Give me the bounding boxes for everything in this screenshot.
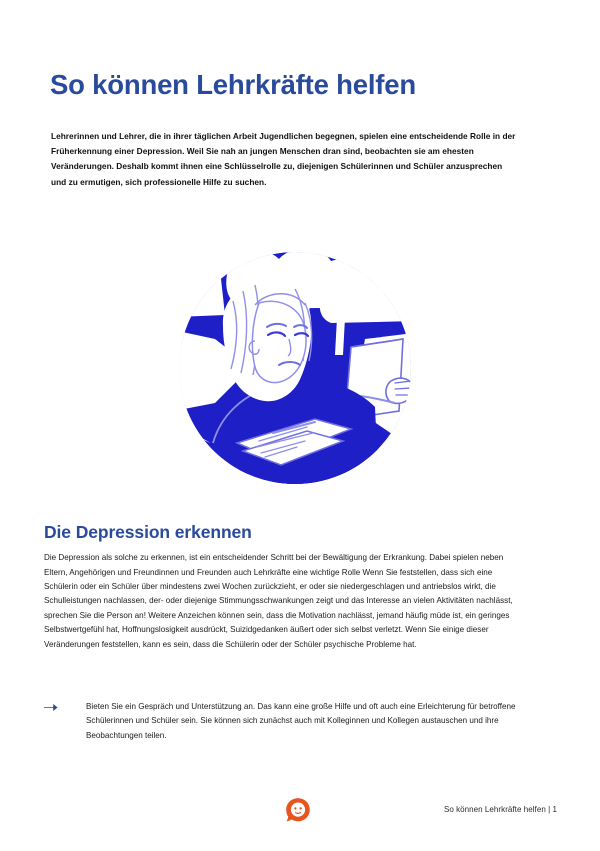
- page-title: So können Lehrkräfte helfen: [50, 69, 416, 101]
- speech-bubble-face-logo: [285, 797, 311, 823]
- arrow-right-icon: [44, 700, 62, 713]
- intro-paragraph: Lehrerinnen und Lehrer, die in ihrer täglichen Arbeit Jugendlichen begegnen, spielen eine entscheidende Rolle in der Früherkennung einer Depression. Weil Sie nah an jungen Menschen dran sind, beobachten sie am ehesten Veränderungen. Deshalb kommt ihnen eine Schlüsselrolle zu, diejenigen Schülerinnen und Schüler anzusprechen und zu ermutigen, sich professionelle Hilfe zu suchen.: [51, 131, 516, 187]
- footer-page-label: So können Lehrkräfte helfen | 1: [443, 805, 557, 814]
- callout-text: Bieten Sie ein Gespräch und Unterstützung an. Das kann eine große Hilfe und oft auch eine Erleichterung für betroffene Schülerinnen und Schüler sein. Sie können sich zunächst auch mit Kolleginnen und Kollegen austauschen und ihre Beobachtungen teilen.: [86, 702, 516, 740]
- callout-item: [44, 700, 524, 743]
- page-footer: [0, 797, 600, 827]
- woman-reading-papers-illustration: [155, 243, 455, 498]
- section-heading-depression-erkennen: Die Depression erkennen: [44, 521, 252, 542]
- section-body-paragraph: Die Depression als solche zu erkennen, ist ein entscheidender Schritt bei der Bewältigung der Erkrankung. Dabei spielen neben Eltern, Angehörigen und Freundinnen und Freunden auch Lehrkräfte eine wichtige Rolle Wenn Sie feststellen, dass sich eine Schülerin oder ein Schüler über mindestens zwei Wochen zurückzieht, er oder sie niedergeschlagen und antriebslos wirkt, die Schulleistungen nachlassen, der- oder diejenige Stimmungsschwankungen zeigt und das Interesse an vielen Aktivitäten nachlässt, sprechen Sie die Person an! Weitere Anzeichen können sein, dass die Motivation nachlässt, jemand häufig müde ist, ein geringes Selbstwertgefühl hat, Hoffnungslosigkeit ausdrückt, Suizidgedanken äußert oder sich selbst verletzt. Wenn Sie einige dieser Veränderungen feststellen, kann es sein, dass die Schülerin oder der Schüler psychische Probleme hat.: [44, 553, 513, 649]
